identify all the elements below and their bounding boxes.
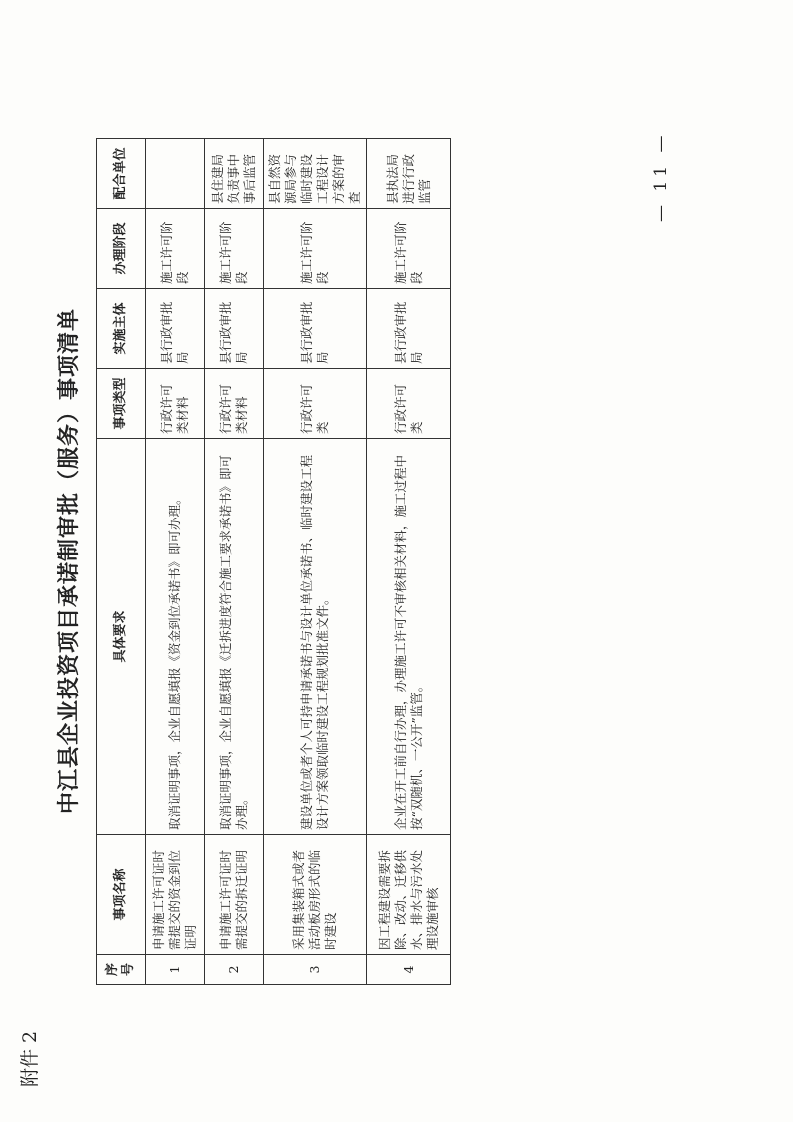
approval-items-table bbox=[96, 138, 451, 985]
cell-stage: 施工许可阶段 bbox=[205, 209, 264, 289]
cell-partner: 县自然资源局参与临时建设工程设计方案的审查 bbox=[264, 139, 367, 209]
table-row bbox=[146, 139, 205, 985]
cell-seq: 1 bbox=[146, 955, 205, 985]
cell-type: 行政许可类 bbox=[367, 369, 451, 439]
cell-partner: 县住建局负责事中事后监管 bbox=[205, 139, 264, 209]
header-seq: 序号 bbox=[97, 955, 146, 985]
cell-name: 申请施工许可证时需提交的拆迁证明 bbox=[205, 835, 264, 955]
cell-seq: 2 bbox=[205, 955, 264, 985]
cell-type: 行政许可类材料 bbox=[146, 369, 205, 439]
header-stage: 办理阶段 bbox=[97, 209, 146, 289]
cell-stage: 施工许可阶段 bbox=[264, 209, 367, 289]
cell-subject: 县行政审批局 bbox=[367, 289, 451, 369]
cell-partner bbox=[146, 139, 205, 209]
cell-type: 行政许可类材料 bbox=[205, 369, 264, 439]
cell-name: 申请施工许可证时需提交的资金到位证明 bbox=[146, 835, 205, 955]
table-row bbox=[367, 139, 451, 985]
cell-name: 采用集装箱式或者活动板房形式的临时建设 bbox=[264, 835, 367, 955]
header-subject: 实施主体 bbox=[97, 289, 146, 369]
header-type: 事项类型 bbox=[97, 369, 146, 439]
attachment-label: 附件 2 bbox=[19, 1030, 41, 1087]
header-partner: 配合单位 bbox=[97, 139, 146, 209]
cell-requirement: 取消证明事项，企业自愿填报《迁拆进度符合施工要求承诺书》即可办理。 bbox=[205, 439, 264, 835]
table-row bbox=[264, 139, 367, 985]
cell-seq: 3 bbox=[264, 955, 367, 985]
table-row bbox=[205, 139, 264, 985]
cell-partner: 县执法局进行行政监管 bbox=[367, 139, 451, 209]
page-number: — 11 — bbox=[651, 131, 671, 222]
header-name: 事项名称 bbox=[97, 835, 146, 955]
cell-name: 因工程建设需要拆除、改动、迁移供水、排水与污水处理设施审核 bbox=[367, 835, 451, 955]
table-header-row bbox=[97, 139, 146, 985]
header-requirement: 具体要求 bbox=[97, 439, 146, 835]
cell-subject: 县行政审批局 bbox=[146, 289, 205, 369]
cell-requirement: 企业在开工前自行办理，办理施工许可不审核相关材料，施工过程中按“双随机、一公开”监管。 bbox=[367, 439, 451, 835]
cell-requirement: 取消证明事项，企业自愿填报《资金到位承诺书》即可办理。 bbox=[146, 439, 205, 835]
cell-subject: 县行政审批局 bbox=[264, 289, 367, 369]
cell-type: 行政许可类 bbox=[264, 369, 367, 439]
cell-stage: 施工许可阶段 bbox=[146, 209, 205, 289]
cell-subject: 县行政审批局 bbox=[205, 289, 264, 369]
page-title: 中江县企业投资项目承诺制审批（服务）事项清单 bbox=[56, 308, 82, 815]
cell-seq: 4 bbox=[367, 955, 451, 985]
cell-stage: 施工许可阶段 bbox=[367, 209, 451, 289]
cell-requirement: 建设单位或者个人可持申请承诺书与设计单位承诺书、临时建设工程设计方案领取临时建设工程规划批准文件。 bbox=[264, 439, 367, 835]
